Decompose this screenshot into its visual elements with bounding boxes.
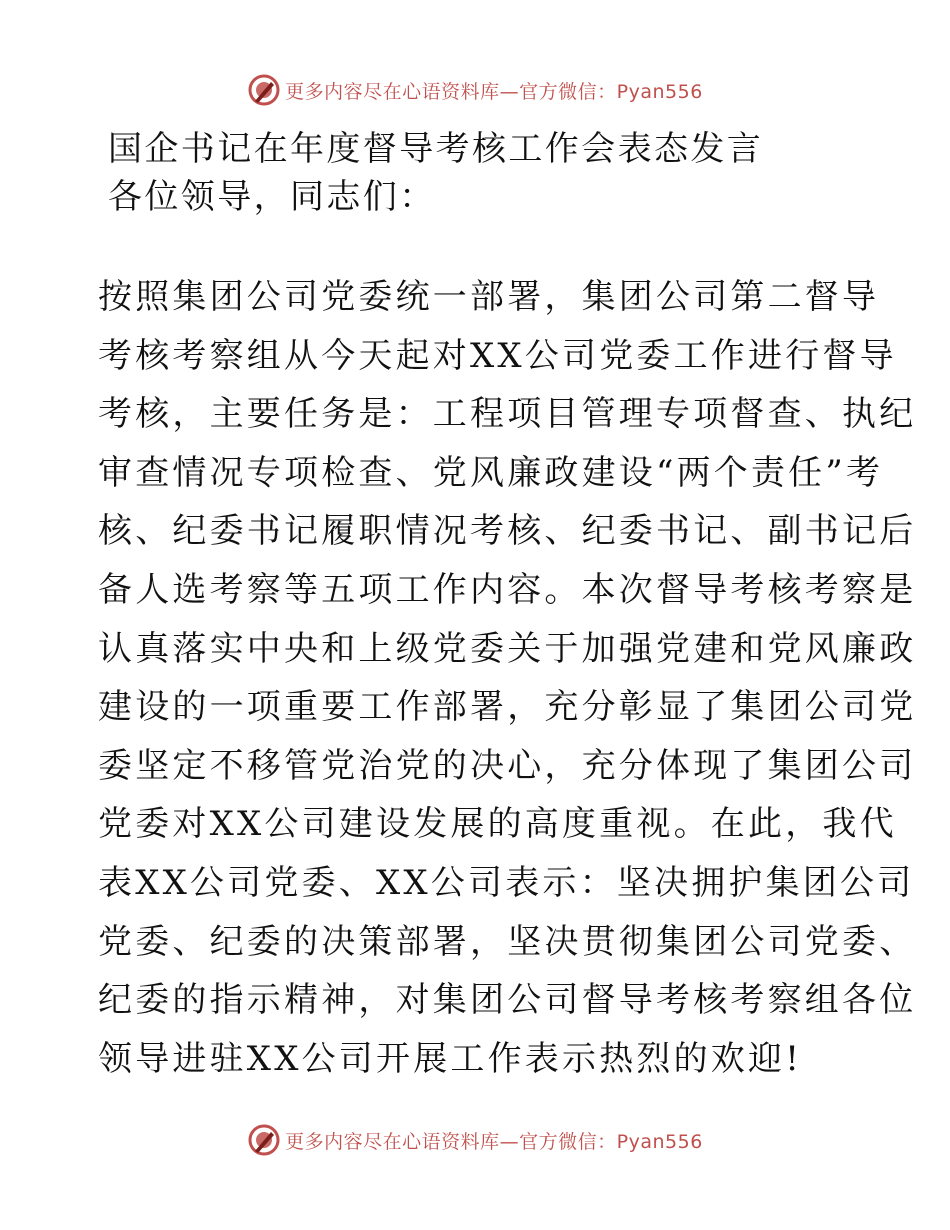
watermark-header xyxy=(0,70,950,110)
greeting: 各位领导，同志们： xyxy=(108,177,436,217)
watermark-text: 更多内容尽在心语资料库—官方微信：Pyan556 xyxy=(285,1130,703,1153)
body-line: 按照集团公司党委统一部署，集团公司第二督导 xyxy=(98,277,880,317)
body-line: 表XX公司党委、XX公司表示：坚决拥护集团公司 xyxy=(98,862,915,903)
body-line: 建设的一项重要工作部署，充分彰显了集团公司党 xyxy=(98,687,917,728)
body-line: 领导进驻XX公司开展工作表示热烈的欢迎! xyxy=(98,1038,803,1079)
pen-seal-icon xyxy=(247,1123,281,1157)
document-title: 国企书记在年度督导考核工作会表态发言 xyxy=(108,129,764,169)
body-line: 党委对XX公司建设发展的高度重视。在此，我代 xyxy=(98,804,897,845)
body-line: 认真落实中央和上级党委关于加强党建和党风廉政 xyxy=(98,628,917,669)
body-line: 纪委的指示精神，对集团公司督导考核考察组各位 xyxy=(98,980,917,1021)
watermark-footer xyxy=(0,1120,950,1160)
watermark-text: 更多内容尽在心语资料库—官方微信：Pyan556 xyxy=(285,80,703,103)
pen-seal-icon xyxy=(247,73,281,107)
body-line: 考核考察组从今天起对XX公司党委工作进行督导 xyxy=(98,335,897,376)
body-line: 党委、纪委的决策部署，坚决贯彻集团公司党委、 xyxy=(98,921,917,962)
body-line: 考核，主要任务是：工程项目管理专项督查、执纪 xyxy=(98,394,917,435)
document-body xyxy=(98,272,917,1092)
body-line: 委坚定不移管党治党的决心，充分体现了集团公司 xyxy=(98,745,917,786)
body-line: 备人选考察等五项工作内容。本次督导考核考察是 xyxy=(98,569,917,610)
body-line: 核、纪委书记履职情况考核、纪委书记、副书记后 xyxy=(98,511,917,552)
body-line: 审查情况专项检查、党风廉政建设“两个责任”考 xyxy=(98,452,884,493)
